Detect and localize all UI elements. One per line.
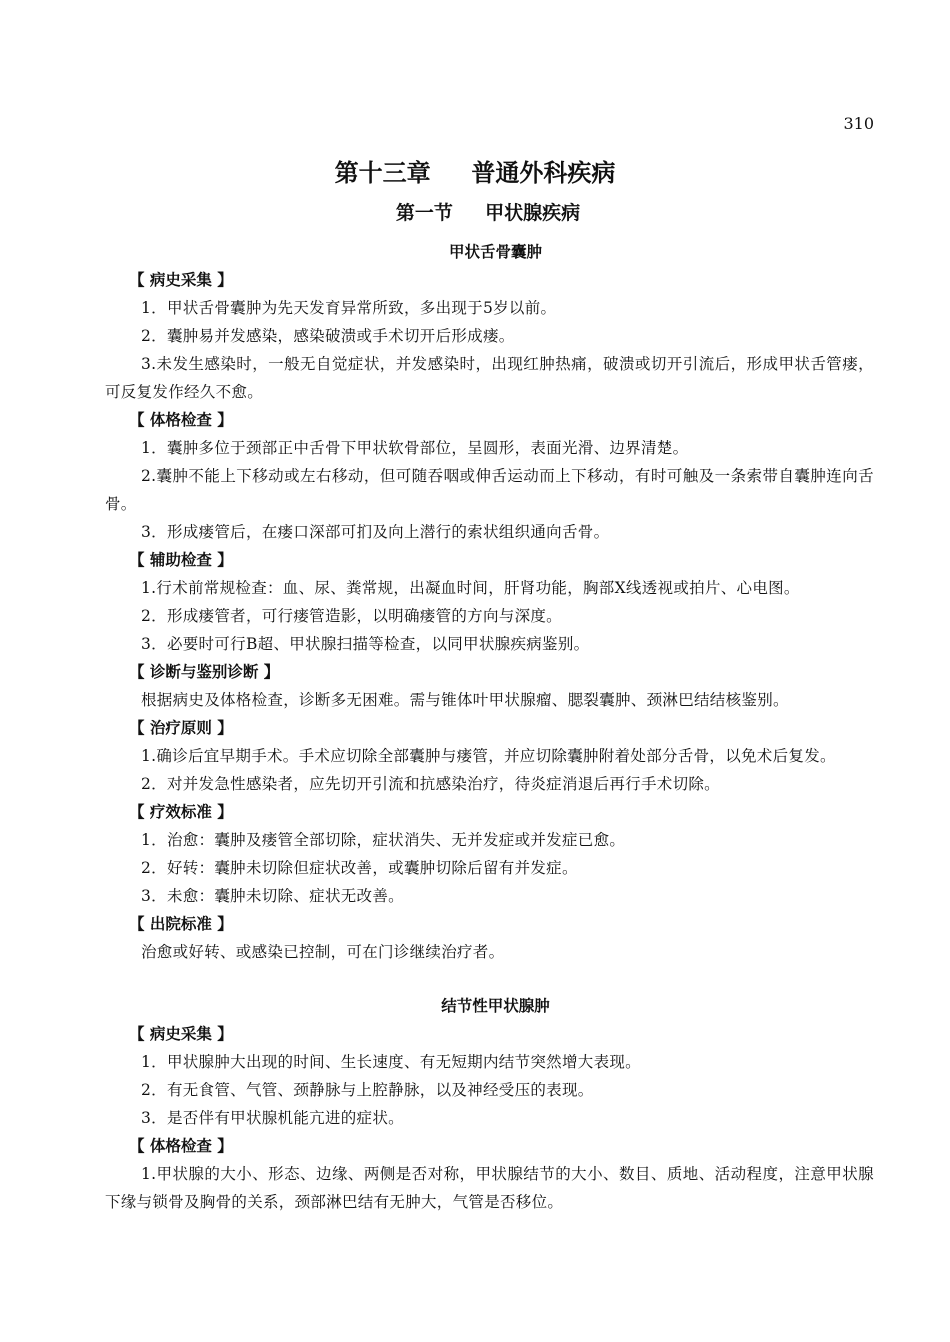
paragraph: 1．治愈：囊肿及瘘管全部切除，症状消失、无并发症或并发症已愈。 [141,831,626,849]
section-title: 第一节 甲状腺疾病 [395,202,581,224]
section-heading: 【 病史采集 】 [129,271,233,289]
section-heading: 【 体格检查 】 [129,411,233,429]
chapter-title: 第十三章 普通外科疾病 [334,159,616,187]
section-heading: 【 诊断与鉴别诊断 】 [129,663,280,681]
page-number: 310 [843,114,874,133]
paragraph: 3．必要时可行B超、甲状腺扫描等检查，以同甲状腺疾病鉴别。 [141,635,590,653]
paragraph: 2．形成瘘管者，可行瘘管造影，以明确瘘管的方向与深度。 [141,607,562,625]
paragraph: 3．形成瘘管后，在瘘口深部可扪及向上潜行的索状组织通向舌骨。 [141,523,610,541]
paragraph: 1．甲状腺肿大出现的时间、生长速度、有无短期内结节突然增大表现。 [141,1053,641,1071]
paragraph: 1.甲状腺的大小、形态、边缘、两侧是否对称，甲状腺结节的大小、数目、质地、活动程度，注意甲状腺下缘与锁骨及胸骨的关系，颈部淋巴结有无肿大，气管是否移位。 [105,1165,874,1211]
topic-title: 结节性甲状腺肿 [441,997,550,1015]
section-heading: 【 体格检查 】 [129,1137,233,1155]
paragraph: 3．未愈：囊肿未切除、症状无改善。 [141,887,404,905]
paragraph: 2．囊肿易并发感染，感染破溃或手术切开后形成瘘。 [141,327,515,345]
paragraph: 1.确诊后宜早期手术。手术应切除全部囊肿与瘘管，并应切除囊肿附着处部分舌骨，以免术后复发。 [141,747,836,765]
document-body [105,238,874,1216]
paragraph: 2．好转：囊肿未切除但症状改善，或囊肿切除后留有并发症。 [141,859,578,877]
paragraph: 3.未发生感染时，一般无自觉症状，并发感染时，出现红肿热痛，破溃或切开引流后，形成甲状舌管瘘，可反复发作经久不愈。 [105,355,874,401]
paragraph: 根据病史及体格检查，诊断多无困难。需与锥体叶甲状腺瘤、腮裂囊肿、颈淋巴结结核鉴别。 [141,691,789,709]
topic-title: 甲状舌骨囊肿 [448,243,542,261]
section-heading: 【 病史采集 】 [129,1025,233,1043]
paragraph: 2.囊肿不能上下移动或左右移动，但可随吞咽或伸舌运动而上下移动，有时可触及一条索带自囊肿连向舌骨。 [105,467,874,513]
section-heading: 【 疗效标准 】 [129,803,233,821]
section-heading: 【 出院标准 】 [129,915,233,933]
topic [105,992,874,1216]
section-heading: 【 治疗原则 】 [129,719,233,737]
section-heading: 【 辅助检查 】 [129,551,233,569]
paragraph: 治愈或好转、或感染已控制，可在门诊继续治疗者。 [141,943,505,961]
paragraph: 1．甲状舌骨囊肿为先天发育异常所致，多出现于5岁以前。 [141,299,557,317]
paragraph: 1.行术前常规检查：血、尿、粪常规，出凝血时间，肝肾功能，胸部X线透视或拍片、心电图。 [141,579,800,597]
paragraph: 2．对并发急性感染者，应先切开引流和抗感染治疗，待炎症消退后再行手术切除。 [141,775,720,793]
paragraph: 3．是否伴有甲状腺机能亢进的症状。 [141,1109,404,1127]
paragraph: 2．有无食管、气管、颈静脉与上腔静脉，以及神经受压的表现。 [141,1081,594,1099]
paragraph: 1．囊肿多位于颈部正中舌骨下甲状软骨部位，呈圆形，表面光滑、边界清楚。 [141,439,689,457]
topic [105,238,874,966]
